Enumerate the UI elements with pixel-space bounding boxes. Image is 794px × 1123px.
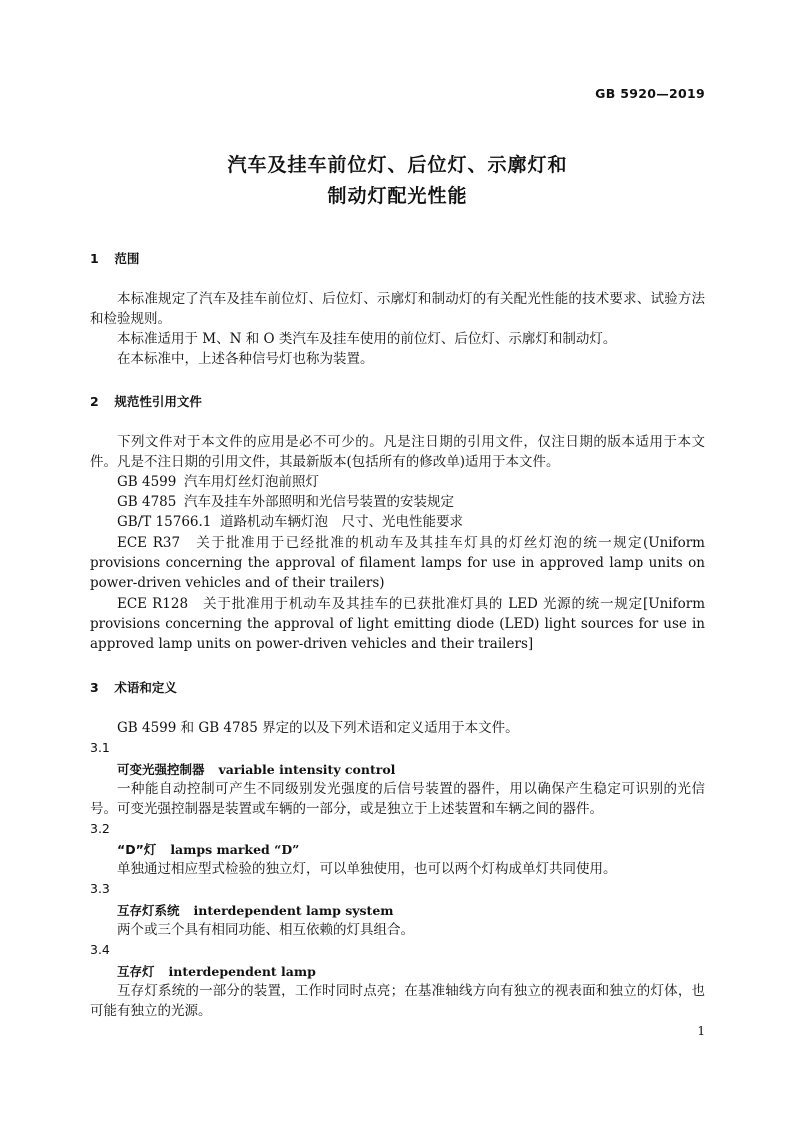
term-number: 3.1 — [90, 740, 110, 755]
section-3-intro: GB 4599 和 GB 4785 界定的以及下列术语和定义适用于本文件。 — [117, 720, 519, 736]
section-1-heading: 1 范围 — [90, 251, 140, 266]
section-1-paragraph-3: 在本标准中，上述各种信号灯也称为装置。 — [117, 351, 374, 367]
term-number: 3.3 — [90, 881, 110, 896]
reference-item: GB 4785 汽车及挂车外部照明和光信号装置的安装规定 — [117, 494, 454, 510]
section-1-paragraph-1: 本标准规定了汽车及挂车前位灯、后位灯、示廓灯和制动灯的有关配光性能的技术要求、试验方法和检验规则。 — [90, 291, 705, 327]
reference-ece-r37: ECE R37 关于批准用于已经批准的机动车及其挂车灯具的灯丝灯泡的统一规定(Uniform provisions concerning the approval of filament lamps for use in approved lamp units on power-driven vehicles and of their trailers) — [90, 535, 705, 591]
reference-item: GB/T 15766.1 道路机动车辆灯泡 尺寸、光电性能要求 — [117, 514, 463, 530]
section-2-intro: 下列文件对于本文件的应用是必不可少的。凡是注日期的引用文件，仅注日期的版本适用于本文件。凡是不注日期的引用文件，其最新版本(包括所有的修改单)适用于本文件。 — [90, 434, 705, 470]
section-2-heading: 2 规范性引用文件 — [90, 394, 202, 409]
term-definition: 互存灯系统的一部分的装置，工作时同时点亮；在基准轴线方向有独立的视表面和独立的灯体，也可能有独立的光源。 — [90, 983, 705, 1019]
term-title: 互存灯系统 interdependent lamp system — [117, 903, 394, 918]
page-number: 1 — [697, 1024, 705, 1038]
term-definition: 单独通过相应型式检验的独立灯，可以单独使用，也可以两个灯构成单灯共同使用。 — [117, 861, 617, 877]
term-title: 互存灯 interdependent lamp — [117, 964, 316, 979]
term-title: 可变光强控制器 variable intensity control — [117, 762, 396, 777]
document-page — [90, 0, 705, 1123]
term-definition: 一种能自动控制可产生不同级别发光强度的后信号装置的器件，用以确保产生稳定可识别的光信号。可变光强控制器是装置或车辆的一部分，或是独立于上述装置和车辆之间的器件。 — [90, 781, 705, 817]
reference-item: GB 4599 汽车用灯丝灯泡前照灯 — [117, 474, 319, 490]
title-line-1: 汽车及挂车前位灯、后位灯、示廓灯和 — [227, 154, 568, 176]
term-number: 3.2 — [90, 821, 110, 836]
section-3-heading: 3 术语和定义 — [90, 680, 177, 695]
section-1-paragraph-2: 本标准适用于 M、N 和 O 类汽车及挂车使用的前位灯、后位灯、示廓灯和制动灯。 — [117, 331, 617, 347]
term-number: 3.4 — [90, 942, 110, 957]
document-title — [90, 150, 705, 212]
standard-code: GB 5920—2019 — [595, 86, 705, 101]
term-definition: 两个或三个具有相同功能、相互依赖的灯具组合。 — [117, 922, 414, 938]
title-line-2: 制动灯配光性能 — [327, 185, 468, 207]
term-title: “D”灯 lamps marked “D” — [117, 842, 300, 857]
reference-ece-r128: ECE R128 关于批准用于机动车及其挂车的已获批准灯具的 LED 光源的统一规定[Uniform provisions concerning the approval of light emitting diode (LED) light sources for use in approved lamp units on power-driven vehicles and their trailers] — [90, 596, 705, 652]
